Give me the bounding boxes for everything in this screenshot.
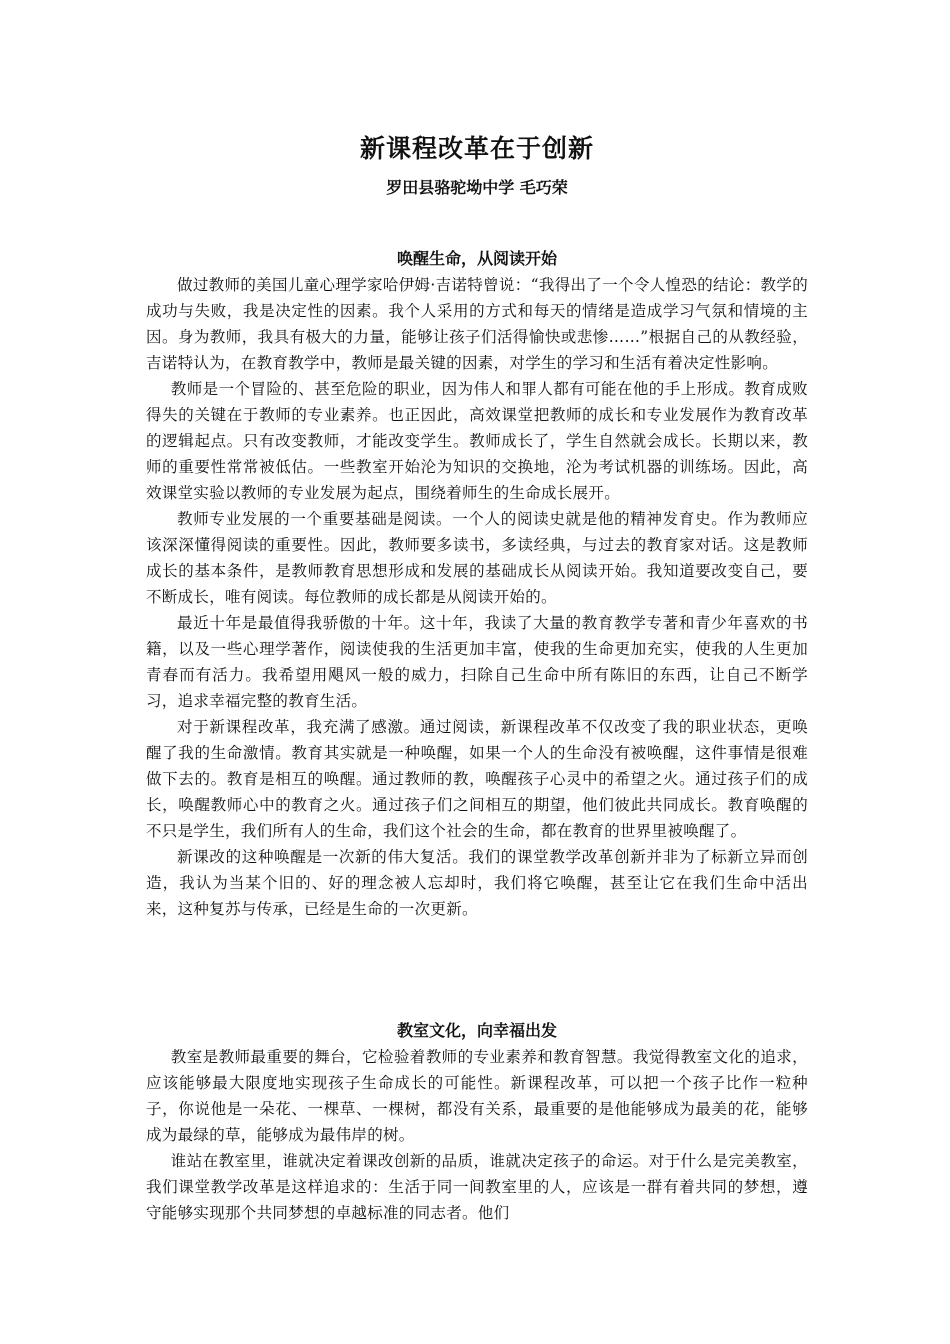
document-title: 新课程改革在于创新 [359,134,594,163]
paragraph: 谁站在教室里，谁就决定着课改创新的品质，谁就决定孩子的命运。对于什么是完美教室，我们课堂教学改革是这样追求的：生活于同一间教室里的人，应该是一群有着共同的梦想，遵守能够实现那个共同梦想的卓越标准的同志者。他们 [146,1152,808,1222]
paragraph: 教室是教师最重要的舞台，它检验着教师的专业素养和教育智慧。我觉得教室文化的追求，应该能够最大限度地实现孩子生命成长的可能性。新课程改革，可以把一个孩子比作一粒种子，你说他是一朵花、一棵草、一棵树，都没有关系，最重要的是他能够成为最美的花，能够成为最绿的草，能够成为最伟岸的树。 [146,1048,808,1144]
paragraph: 做过教师的美国儿童心理学家哈伊姆·吉诺特曾说：“我得出了一个令人惶恐的结论：教学的成功与失败，我是决定性的因素。我个人采用的方式和每天的情绪是造成学习气氛和情境的主因。身为教师，我具有极大的力量，能够让孩子们活得愉快或悲惨……”根据自己的从教经验，吉诺特认为，在教育教学中，教师是最关键的因素，对学生的学习和生活有着决定性影响。 [146,276,808,372]
paragraph: 新课改的这种唤醒是一次新的伟大复活。我们的课堂教学改革创新并非为了标新立异而创造，我认为当某个旧的、好的理念被人忘却时，我们将它唤醒，甚至让它在我们生命中活出来，这种复苏与传承，已经是生命的一次更新。 [146,848,808,918]
section-awaken-life [146,246,808,922]
section-heading: 教室文化，向幸福出发 [396,1021,557,1040]
paragraph: 教师是一个冒险的、甚至危险的职业，因为伟人和罪人都有可能在他的手上形成。教育成败得失的关键在于教师的专业素养。也正因此，高效课堂把教师的成长和专业发展作为教育改革的逻辑起点。只有改变教师，才能改变学生。教师成长了，学生自然就会成长。长期以来，教师的重要性常常被低估。一些教室开始沦为知识的交换地，沦为考试机器的训练场。因此，高效课堂实验以教师的专业发展为起点，围绕着师生的生命成长展开。 [146,380,808,502]
section-heading: 唤醒生命，从阅读开始 [396,249,557,268]
paragraph: 教师专业发展的一个重要基础是阅读。一个人的阅读史就是他的精神发育史。作为教师应该深深懂得阅读的重要性。因此，教师要多读书，多读经典，与过去的教育家对话。这是教师成长的基本条件，是教师教育思想形成和发展的基础成长从阅读开始。我知道要改变自己，要不断成长，唯有阅读。每位教师的成长都是从阅读开始的。 [146,510,808,606]
paragraph: 最近十年是最值得我骄傲的十年。这十年，我读了大量的教育教学专著和青少年喜欢的书籍，以及一些心理学著作，阅读使我的生活更加丰富，使我的生命更加充实，使我的人生更加青春而有活力。我希望用飓风一般的威力，扫除自己生命中所有陈旧的东西，让自己不断学习，追求幸福完整的教育生活。 [146,614,808,710]
document-author: 罗田县骆驼坳中学 毛巧荣 [386,178,568,197]
section-classroom-culture [146,1018,808,1226]
paragraph: 对于新课程改革，我充满了感激。通过阅读，新课程改革不仅改变了我的职业状态，更唤醒了我的生命激情。教育其实就是一种唤醒，如果一个人的生命没有被唤醒，这件事情是很难做下去的。教育是相互的唤醒。通过教师的教，唤醒孩子心灵中的希望之火。通过孩子们的成长，唤醒教师心中的教育之火。通过孩子们之间相互的期望，他们彼此共同成长。教育唤醒的不只是学生，我们所有人的生命，我们这个社会的生命，都在教育的世界里被唤醒了。 [146,718,808,840]
